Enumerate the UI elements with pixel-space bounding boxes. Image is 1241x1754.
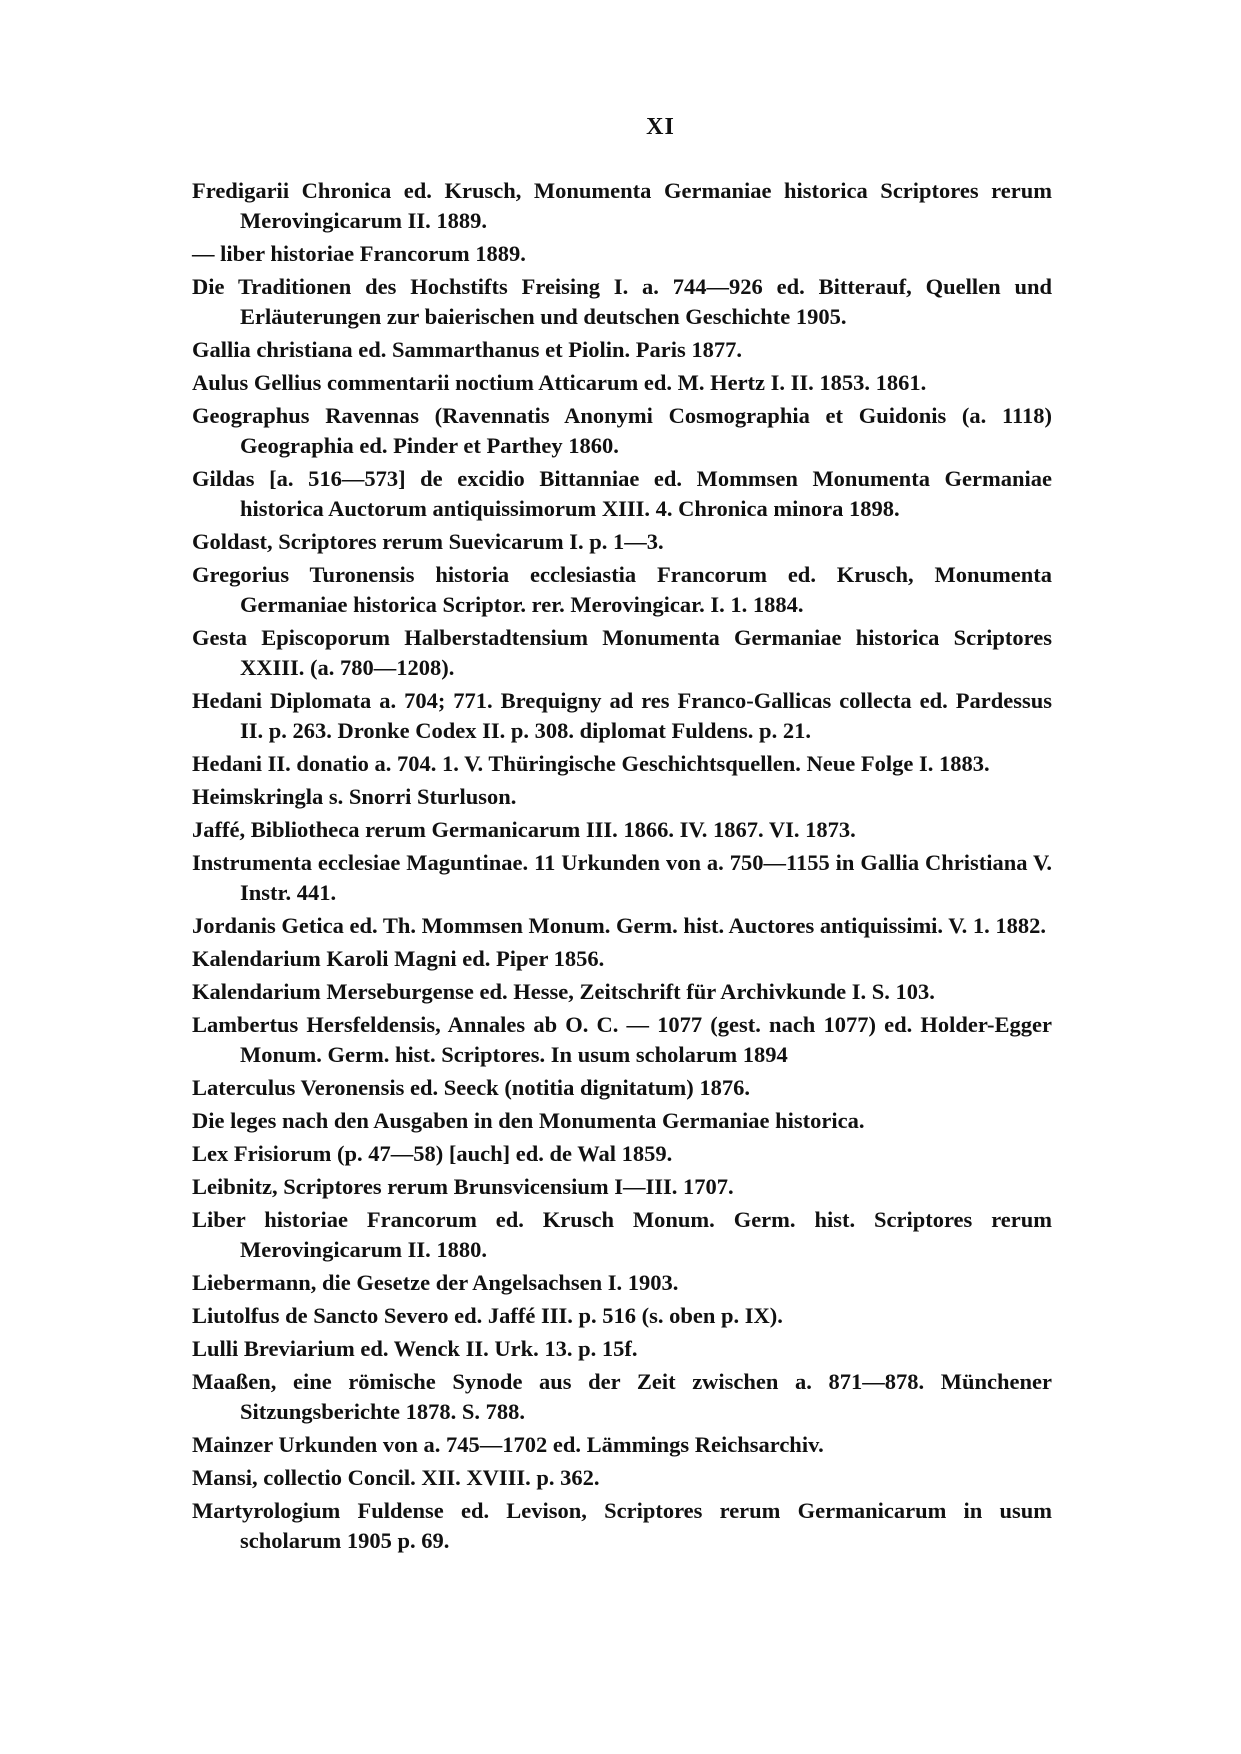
bibliography-entry: Die leges nach den Ausgaben in den Monumenta Germaniae historica.	[192, 1108, 865, 1133]
bibliography-entry: Hedani Diplomata a. 704; 771. Brequigny ad res Franco-Gallicas collecta ed. Pardessus II. p. 263. Dronke Codex II. p. 308. diplomat Fuldens. p. 21.	[192, 688, 1052, 743]
bibliography-entry: Laterculus Veronensis ed. Seeck (notitia dignitatum) 1876.	[192, 1075, 750, 1100]
page-number: XI	[646, 114, 675, 140]
bibliography-entry: Martyrologium Fuldense ed. Levison, Scriptores rerum Germanicarum in usum scholarum 1905 p. 69.	[192, 1498, 1052, 1553]
bibliography-entry: Mansi, collectio Concil. XII. XVIII. p. 362.	[192, 1465, 600, 1490]
bibliography-entry: Hedani II. donatio a. 704. 1. V. Thüringische Geschichtsquellen. Neue Folge I. 1883.	[192, 751, 990, 776]
bibliography-entry: Lex Frisiorum (p. 47—58) [auch] ed. de Wal 1859.	[192, 1141, 673, 1166]
bibliography-entry: Gregorius Turonensis historia ecclesiastia Francorum ed. Krusch, Monumenta Germaniae historica Scriptor. rer. Merovingicar. I. 1. 1884.	[192, 562, 1052, 617]
bibliography-entry: Liebermann, die Gesetze der Angelsachsen I. 1903.	[192, 1270, 679, 1295]
bibliography-entry: Gallia christiana ed. Sammarthanus et Piolin. Paris 1877.	[192, 337, 743, 362]
bibliography-entry: Die Traditionen des Hochstifts Freising I. a. 744—926 ed. Bitterauf, Quellen und Erläuterungen zur baierischen und deutschen Geschichte 1905.	[192, 274, 1052, 329]
bibliography-entry: — liber historiae Francorum 1889.	[192, 241, 526, 266]
bibliography-entry: Geographus Ravennas (Ravennatis Anonymi Cosmographia et Guidonis (a. 1118) Geographia ed. Pinder et Parthey 1860.	[192, 403, 1052, 458]
bibliography-entry: Lambertus Hersfeldensis, Annales ab O. C. — 1077 (gest. nach 1077) ed. Holder-Egger Monum. Germ. hist. Scriptores. In usum scholarum 1894	[192, 1012, 1052, 1067]
bibliography-entry: Goldast, Scriptores rerum Suevicarum I. p. 1—3.	[192, 529, 664, 554]
bibliography-entry: Leibnitz, Scriptores rerum Brunsvicensium I—III. 1707.	[192, 1174, 734, 1199]
bibliography-entry: Aulus Gellius commentarii noctium Atticarum ed. M. Hertz I. II. 1853. 1861.	[192, 370, 927, 395]
bibliography-entry: Liutolfus de Sancto Severo ed. Jaffé III. p. 516 (s. oben p. IX).	[192, 1303, 783, 1328]
bibliography-entry: Heimskringla s. Snorri Sturluson.	[192, 784, 517, 809]
bibliography-entry: Kalendarium Merseburgense ed. Hesse, Zeitschrift für Archivkunde I. S. 103.	[192, 979, 935, 1004]
bibliography-entry: Gesta Episcoporum Halberstadtensium Monumenta Germaniae historica Scriptores XXIII. (a. 780—1208).	[192, 625, 1052, 680]
bibliography-entry: Kalendarium Karoli Magni ed. Piper 1856.	[192, 946, 605, 971]
bibliography-entry: Instrumenta ecclesiae Maguntinae. 11 Urkunden von a. 750—1155 in Gallia Christiana V. Instr. 441.	[192, 850, 1052, 905]
bibliography-entry: Fredigarii Chronica ed. Krusch, Monumenta Germaniae historica Scriptores rerum Merovingicarum II. 1889.	[192, 178, 1052, 233]
bibliography-entry: Mainzer Urkunden von a. 745—1702 ed. Lämmings Reichsarchiv.	[192, 1432, 824, 1457]
bibliography-entry: Liber historiae Francorum ed. Krusch Monum. Germ. hist. Scriptores rerum Merovingicarum II. 1880.	[192, 1207, 1052, 1262]
bibliography-entry: Jaffé, Bibliotheca rerum Germanicarum III. 1866. IV. 1867. VI. 1873.	[192, 817, 856, 842]
bibliography-list	[192, 176, 1052, 1559]
bibliography-entry: Jordanis Getica ed. Th. Mommsen Monum. Germ. hist. Auctores antiquissimi. V. 1. 1882.	[192, 913, 1047, 938]
bibliography-entry: Maaßen, eine römische Synode aus der Zeit zwischen a. 871—878. Münchener Sitzungsberichte 1878. S. 788.	[192, 1369, 1052, 1424]
bibliography-entry: Lulli Breviarium ed. Wenck II. Urk. 13. p. 15f.	[192, 1336, 638, 1361]
bibliography-entry: Gildas [a. 516—573] de excidio Bittanniae ed. Mommsen Monumenta Germaniae historica Auctorum antiquissimorum XIII. 4. Chronica minora 1898.	[192, 466, 1052, 521]
